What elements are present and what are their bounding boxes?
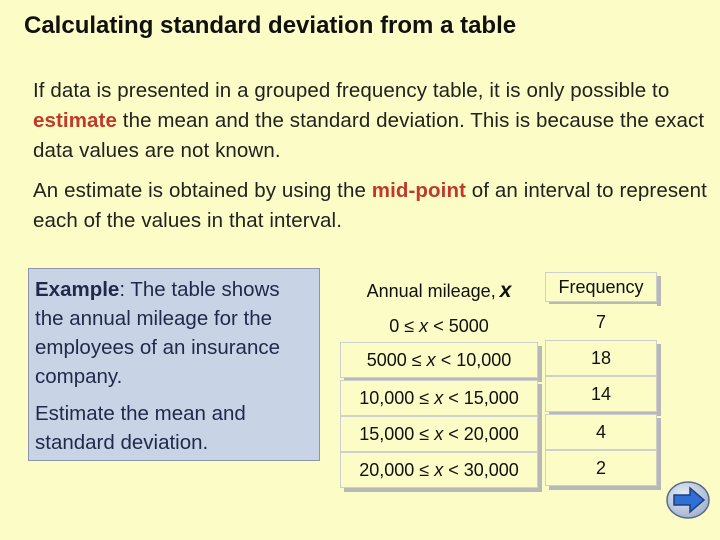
- interval-high: 30,000: [463, 459, 519, 480]
- table-row-interval: [340, 380, 538, 416]
- interval-low: 0: [389, 315, 400, 336]
- le-sign: ≤: [419, 387, 430, 408]
- example-box: [28, 268, 320, 461]
- table-row-frequency: 2: [545, 450, 657, 486]
- table-row-frequency: 14: [545, 376, 657, 412]
- table-row-frequency: 18: [545, 340, 657, 376]
- lt-sign: <: [448, 387, 459, 408]
- midpoint-text-start: An estimate is obtained by using the: [33, 179, 372, 202]
- var-x: x: [434, 387, 444, 408]
- interval-low: 10,000: [359, 387, 415, 408]
- le-sign: ≤: [404, 315, 415, 336]
- table-row-frequency: 7: [545, 304, 657, 340]
- var-x: x: [434, 423, 444, 444]
- table-row-interval: [340, 416, 538, 452]
- header-variable: x: [499, 279, 512, 302]
- lt-sign: <: [433, 315, 444, 336]
- intro-text-start: If data is presented in a grouped frequency table, it is only possible to: [33, 79, 670, 102]
- header-annual-mileage: [340, 272, 538, 310]
- next-slide-button[interactable]: [666, 480, 712, 520]
- var-x: x: [434, 459, 444, 480]
- interval-high: 5000: [448, 315, 489, 336]
- intro-paragraph: [33, 76, 713, 166]
- estimate-highlight: estimate: [33, 109, 117, 132]
- var-x: x: [419, 315, 429, 336]
- interval-low: 20,000: [359, 459, 415, 480]
- example-task: Estimate the mean and standard deviation.: [35, 402, 246, 454]
- interval-high: 15,000: [463, 387, 519, 408]
- header-frequency: Frequency: [545, 272, 657, 302]
- var-x: x: [426, 349, 436, 370]
- intro-text-end: the mean and the standard deviation. This is because the exact data values are not known.: [33, 109, 705, 162]
- table-row-interval: [340, 342, 538, 378]
- page-title: Calculating standard deviation from a table: [24, 12, 517, 39]
- table-row-interval: [340, 308, 538, 344]
- lt-sign: <: [448, 459, 459, 480]
- le-sign: ≤: [419, 459, 430, 480]
- next-arrow-icon: [666, 480, 712, 520]
- le-sign: ≤: [419, 423, 430, 444]
- interval-low: 15,000: [359, 423, 415, 444]
- midpoint-text-end: of an interval to represent each of the values in that interval.: [33, 179, 707, 232]
- example-description: [35, 275, 313, 391]
- example-text: : The table shows the annual mileage for the employees of an insurance company.: [35, 278, 281, 388]
- table-row-interval: [340, 452, 538, 488]
- interval-high: 10,000: [456, 349, 512, 370]
- lt-sign: <: [440, 349, 452, 370]
- midpoint-paragraph: [33, 176, 713, 236]
- header-label: Annual mileage,: [366, 280, 496, 301]
- table-row-frequency: 4: [545, 414, 657, 450]
- example-label: Example: [35, 278, 120, 301]
- interval-low: 5000: [366, 349, 407, 370]
- lt-sign: <: [448, 423, 459, 444]
- interval-high: 20,000: [463, 423, 519, 444]
- midpoint-highlight: mid-point: [371, 179, 467, 202]
- le-sign: ≤: [411, 349, 422, 370]
